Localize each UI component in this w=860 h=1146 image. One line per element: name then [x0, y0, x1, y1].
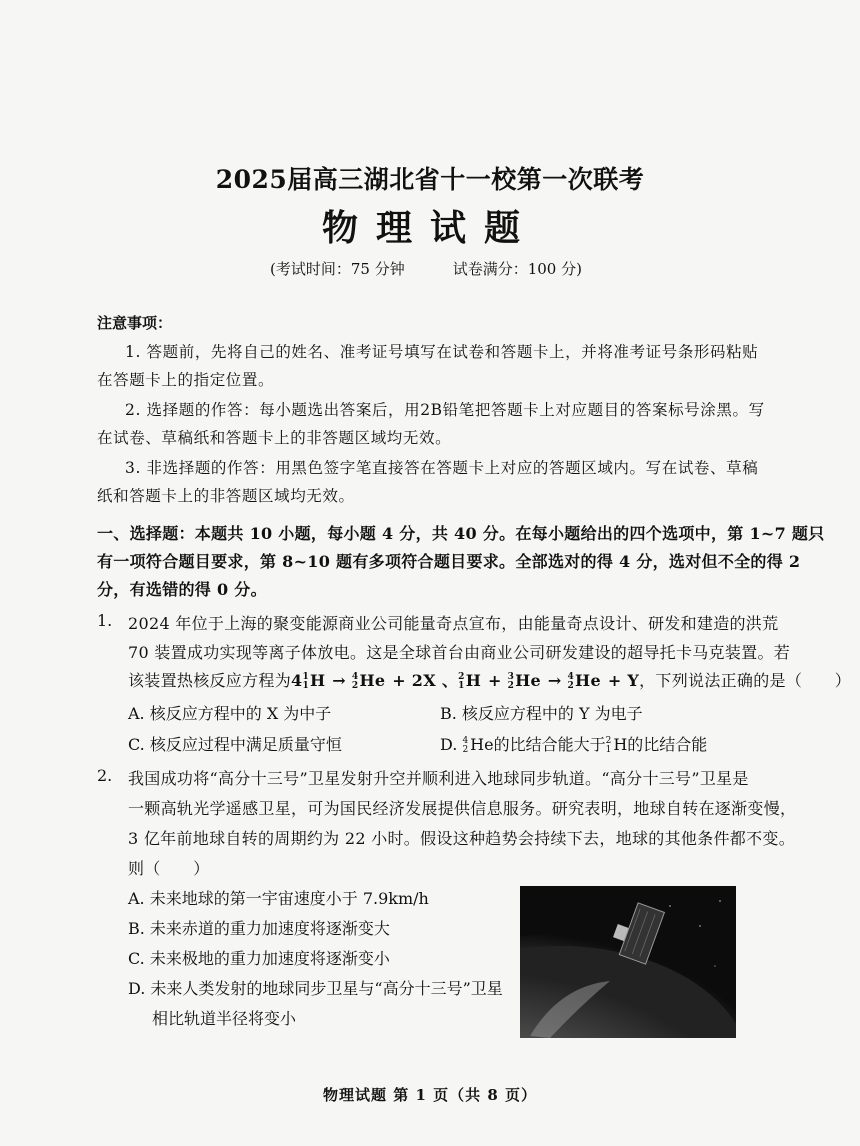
question-2-line-4: 则（ ）: [128, 859, 210, 878]
notice-item-1-line-2: 在答题卡上的指定位置。: [97, 371, 275, 389]
exam-info: [270, 258, 582, 279]
satellite-earth-illustration: [520, 886, 736, 1038]
question-2-line-2: 一颗高轨光学遥感卫星，可为国民经济发展提供信息服务。研究表明，地球自转在逐渐变慢，: [128, 799, 797, 818]
nuclear-equation: 41 1H → 4 2He + 2X 、2 1H + 3 2He → 4 2He + Y: [291, 671, 640, 691]
notice-item-3-line-2: 纸和答题卡上的非答题区域均无效。: [97, 487, 355, 505]
question-1-option-d-text: He的比结合能大于: [470, 735, 606, 754]
question-2-line-1: 我国成功将“高分十三号”卫星发射升空并顺利进入地球同步轨道。“高分十三号”卫星是: [128, 769, 749, 788]
question-2-option-a: A. 未来地球的第一宇宙速度小于 7.9km/h: [128, 889, 429, 908]
question-1-line-3: [128, 668, 851, 691]
question-1-line-1: 2024 年位于上海的聚变能源商业公司能量奇点宣布，由能量奇点设计、研发和建造的洪荒: [128, 614, 779, 633]
page-footer: 物理试题 第 1 页（共 8 页）: [323, 1086, 537, 1104]
notice-item-2-line-2: 在试卷、草稿纸和答题卡上的非答题区域均无效。: [97, 429, 452, 447]
question-1-option-b: B. 核反应方程中的 Y 为电子: [440, 704, 643, 723]
question-1-option-d-label: D.: [440, 735, 463, 754]
satellite-earth-image: [520, 886, 736, 1038]
question-2-option-d-line-2: 相比轨道半径将变小: [152, 1009, 297, 1028]
question-1-option-a: A. 核反应方程中的 X 为中子: [128, 704, 332, 723]
question-1-option-d-tail: H的比结合能: [613, 735, 708, 754]
question-2-option-b: B. 未来赤道的重力加速度将逐渐变大: [128, 919, 390, 938]
exam-time: (考试时间：75 分钟: [270, 260, 405, 278]
notice-item-2-line-1: 2. 选择题的作答：每小题选出答案后，用2B铅笔把答题卡上对应题目的答案标号涂黑。写: [125, 401, 765, 419]
section-1-line-3: 分，有选错的得 0 分。: [97, 580, 267, 599]
notice-item-1-line-1: 1. 答题前，先将自己的姓名、准考证号填写在试卷和答题卡上，并将准考证号条形码粘贴: [125, 343, 759, 361]
question-2-option-c: C. 未来极地的重力加速度将逐渐变小: [128, 949, 390, 968]
question-1-line-2: 70 装置成功实现等离子体放电。这是全球首台由商业公司研发建设的超导托卡马克装置。若: [128, 643, 791, 662]
question-1-number: 1.: [97, 611, 113, 630]
section-1-line-2: 有一项符合题目要求，第 8~10 题有多项符合题目要求。全部选对的得 4 分，选对但不全的得 2: [97, 552, 801, 571]
question-1-option-c: C. 核反应过程中满足质量守恒: [128, 735, 342, 754]
question-1-line-3-prefix: 该装置热核反应方程为: [128, 671, 292, 690]
notice-heading: 注意事项：: [97, 314, 173, 332]
section-1-line-1: 一、选择题：本题共 10 小题，每小题 4 分，共 40 分。在每小题给出的四个选项中，第 1~7 题只: [97, 524, 825, 543]
notice-item-3-line-1: 3. 非选择题的作答：用黑色签字笔直接答在答题卡上对应的答题区域内。写在试卷、草稿: [125, 459, 759, 477]
question-1-option-d: D. 4 2 He的比结合能大于2 1 H的比结合能: [440, 735, 708, 755]
question-2-number: 2.: [97, 766, 113, 785]
exam-title: 2025届高三湖北省十一校第一次联考: [215, 165, 645, 194]
question-2-option-d-line-1: D. 未来人类发射的地球同步卫星与“高分十三号”卫星: [128, 979, 503, 998]
question-2-line-3: 3 亿年前地球自转的周期约为 22 小时。假设这种趋势会持续下去，地球的其他条件都不变。: [128, 829, 795, 848]
subject-title: 物理试题: [321, 207, 538, 249]
exam-score: 试卷满分：100 分): [452, 260, 582, 278]
question-1-line-3-suffix: ，下列说法正确的是（ ）: [639, 671, 852, 690]
